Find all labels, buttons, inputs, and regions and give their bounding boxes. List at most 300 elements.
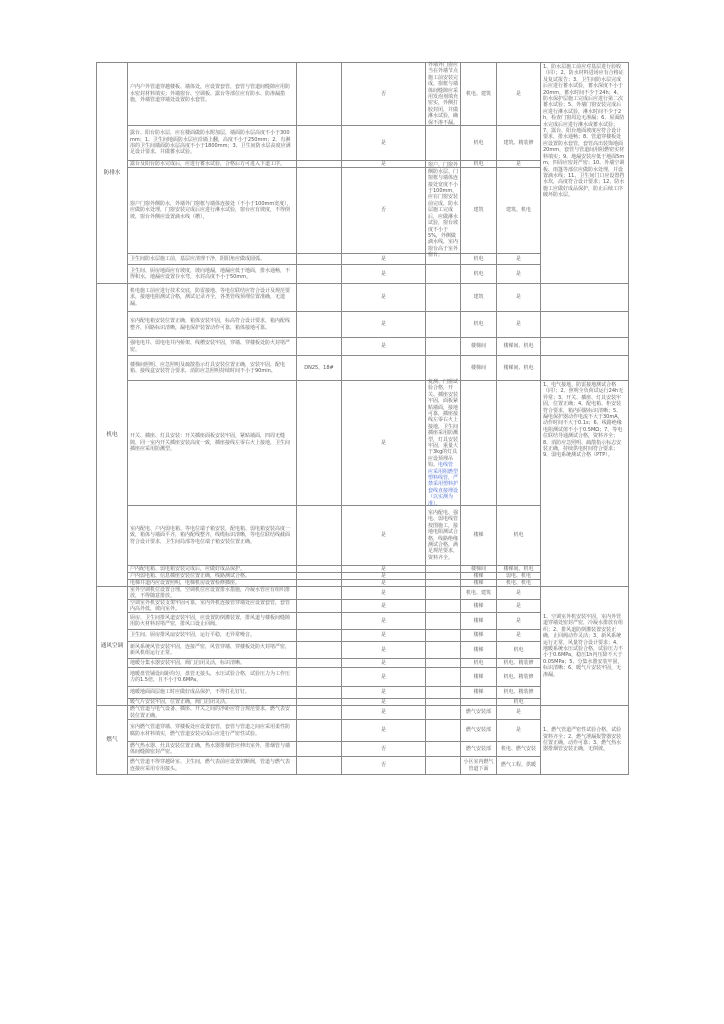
responsible-text: 机电: [513, 532, 524, 539]
required-flag-cell-content: [344, 603, 423, 609]
requirement-text: 空调室外机安装支架牢固可靠，室内外机连接管穿墙处应设置套管，套管内高外低，坡向室外。: [130, 599, 291, 612]
inspection-note-cell-content: [428, 712, 458, 714]
responsible-cell: [497, 284, 541, 312]
required-flag: 是: [380, 321, 386, 328]
required-flag-cell: [342, 265, 426, 284]
responsible-cell-content: [499, 207, 538, 213]
inspection-note-cell: [426, 687, 461, 699]
requirement-cell: [128, 356, 297, 381]
required-flag-cell: [342, 757, 426, 775]
inspection-note-cell-content: [428, 676, 458, 678]
inspection-note-cell-content: [428, 748, 458, 750]
requirement-text: 卫生间、厨房地面应有坡度，坡向地漏，地漏应低于地面，排水通畅，不得积水，地漏应设置存水弯，水封高度不小于50mm。: [130, 267, 291, 280]
responsible-cell-content: [499, 727, 538, 733]
inspection-note-cell-content: [428, 273, 458, 275]
inspection-note-cell-content: [428, 258, 458, 260]
inspection-note-cell: [426, 600, 461, 613]
inspection-note-cell: [426, 63, 461, 126]
location-cell: [461, 254, 497, 265]
location-cell: [461, 630, 497, 642]
required-flag-cell: [342, 630, 426, 642]
responsible-cell-content: [499, 271, 538, 277]
location-cell: [461, 600, 497, 613]
required-flag: 是: [380, 602, 386, 609]
spec-cell: [297, 642, 342, 659]
responsible-cell-content: [499, 590, 538, 596]
inspection-note-cell: [426, 742, 461, 757]
requirement-cell-content: [130, 671, 294, 684]
inspection-note-cell: [426, 573, 461, 580]
requirement-cell: [128, 126, 297, 161]
requirement-cell-content: [130, 256, 294, 262]
requirement-cell: [128, 338, 297, 356]
inspection-note-cell: [426, 378, 461, 507]
location-text: 楼梯: [473, 673, 484, 680]
category-cell: [97, 706, 128, 775]
location-cell-content: [463, 727, 494, 733]
category-label: 防排水: [103, 169, 121, 176]
inspection-note-cell: [426, 757, 461, 775]
responsible-cell: [497, 699, 541, 706]
required-flag: 是: [380, 689, 386, 696]
responsible-cell: [497, 356, 541, 381]
location-cell-content: [463, 271, 494, 277]
requirement-cell-content: [130, 759, 294, 772]
inspection-note-cell-content: [428, 509, 458, 562]
responsible-text: 燃气工程、供暖: [500, 762, 536, 769]
inspection-note-cell: [426, 126, 461, 161]
requirement-text: 厨房、卫生间排风道安装牢固，应设置防倒灌装置，排风道与楼板间缝隙用防火材料封堵严密，排风口设止回阀。: [130, 614, 291, 627]
required-flag-cell-content: [344, 207, 423, 213]
responsible-cell: [497, 338, 541, 356]
spec-cell: [297, 381, 342, 506]
required-flag: 否: [380, 745, 386, 752]
requirement-text: 户内弱电箱、信息插座安装位置正确，线路测试合格。: [130, 572, 251, 579]
required-flag-cell: [342, 600, 426, 613]
required-flag-cell-content: [344, 271, 423, 277]
location-text: 楼梯: [473, 572, 484, 579]
required-flag-cell: [342, 580, 426, 587]
responsible-cell: [497, 757, 541, 775]
requirement-cell-content: [130, 706, 294, 719]
requirement-cell-content: [130, 743, 294, 756]
required-flag: 否: [380, 762, 386, 769]
spec-cell: [297, 687, 342, 699]
required-flag: 是: [380, 589, 386, 596]
location-cell: [461, 720, 497, 742]
location-cell-content: [463, 91, 494, 97]
inspection-note-cell: [426, 284, 461, 312]
location-text: 楼梯间: [470, 565, 486, 572]
responsible-cell: [497, 506, 541, 566]
inspection-note-cell-content: [428, 730, 458, 732]
location-cell: [461, 580, 497, 587]
requirement-cell-content: [130, 580, 294, 586]
responsible-cell: [497, 265, 541, 284]
requirement-text: 室外空调机位设置合理，空调机位应设置排水措施，冷凝水管应有组织排放，不得随意排放。: [130, 586, 291, 599]
inspection-note-cell-content: [428, 582, 458, 584]
requirement-text: 户内户外管道穿越楼板、墙体处，应设置套管，套管与管道间缝隙应用防水密封材料填实；外墙窗台、空调板、露台等部位应有防水、防渗漏措施，外墙管道穿墙处设置防水套管。: [130, 84, 291, 104]
requirement-text: 室内配电、户内弱电箱、等电位端子箱安装，配电箱、弱电箱安装高度一致，箱体与墙面平齐，箱内配线整齐，线缆标识清晰，等电位联结线截面符合设计要求，卫生间局部等电位端子箱安装位置正确。: [130, 525, 291, 545]
spec-cell: [297, 706, 342, 720]
inspection-note-cell-content: [428, 635, 458, 637]
location-text: 楼梯: [473, 579, 484, 586]
requirement-text: 户内配电箱、弱电箱安装完成后，应做好成品保护。: [130, 565, 246, 572]
responsible-text: 是: [515, 270, 521, 277]
location-text: 楼梯: [473, 617, 484, 624]
required-flag-cell: [342, 312, 426, 338]
required-flag: 是: [380, 617, 386, 624]
inspection-note-cell-content: [428, 765, 458, 767]
inspection-note-cell-content: [428, 324, 458, 326]
remarks-cell-empty-content: [543, 346, 626, 348]
responsible-cell: [497, 687, 541, 699]
responsible-cell: [497, 613, 541, 630]
location-cell: [461, 659, 497, 668]
responsible-text: 机电、精装修: [503, 659, 534, 666]
inspection-note-cell-content: [428, 142, 458, 144]
location-cell-content: [463, 674, 494, 680]
inspection-note-cell-content: [428, 701, 458, 703]
responsible-cell: [497, 168, 541, 254]
location-cell: [461, 356, 497, 381]
location-cell: [461, 613, 497, 630]
spec-text: DN25、18#: [304, 364, 334, 371]
responsible-cell-content: [499, 343, 538, 349]
required-flag-cell-content: [344, 632, 423, 638]
responsible-cell-content: [499, 603, 538, 609]
remarks-cell-empty-content: [543, 297, 626, 299]
remarks-text: 1、电气接地、防雷接地测试合格（同）；2、照明全负荷试运行24h无异常；3、开关、插座、灯具安装牢固，位置正确；4、配电箱、柜安装符合要求，箱内回路标识清晰；5、漏电保护器动作电流不大于30mA，动作时间不大于0.1s；6、线路绝缘电阻测试值不小于0.5MΩ；7、等电位联结导通测试合格，资料齐全；8、消防应急照明、疏散指示标志安装正确，持续供电时间符合要求；9、弱电系统测试合格（PTP）。: [543, 382, 624, 459]
required-flag: 是: [380, 565, 386, 572]
responsible-cell-content: [499, 746, 538, 752]
responsible-cell: [497, 630, 541, 642]
location-cell: [461, 161, 497, 168]
spec-cell: [297, 338, 342, 356]
inspection-table: [96, 62, 629, 775]
responsible-cell: [497, 742, 541, 757]
required-flag: 否: [380, 90, 386, 97]
requirement-cell-content: [130, 130, 294, 156]
location-cell: [461, 587, 497, 600]
required-flag-cell: [342, 161, 426, 168]
inspection-note-cell: [426, 566, 461, 573]
inspection-note-cell: [426, 706, 461, 720]
responsible-cell-content: [499, 321, 538, 327]
location-cell-content: [463, 603, 494, 609]
location-cell: [461, 381, 497, 506]
inspection-note-cell: [426, 642, 461, 659]
responsible-cell-content: [499, 91, 538, 97]
responsible-cell-content: [499, 709, 538, 715]
requirement-cell-content: [130, 268, 294, 281]
location-text: 燃气安装部: [465, 727, 491, 734]
responsible-cell: [497, 668, 541, 687]
remarks-cell: [541, 587, 629, 706]
requirement-text: 地暖盘管铺设间距均匀，盘管无接头，水压试验合格，试验压力为工作压力的1.5倍，且不小于0.6MPa。: [130, 670, 291, 683]
requirement-cell-content: [130, 84, 294, 103]
responsible-text: 建筑、机电: [505, 207, 531, 214]
location-cell-content: [463, 580, 494, 586]
spec-cell: [297, 126, 342, 161]
required-flag-cell-content: [344, 590, 423, 596]
responsible-cell: [497, 587, 541, 600]
responsible-cell-content: [499, 647, 538, 653]
required-flag-cell-content: [344, 140, 423, 146]
required-flag-cell: [342, 63, 426, 126]
requirement-cell-content: [130, 288, 294, 307]
inspection-note-cell-content: [428, 161, 458, 259]
spec-cell: [297, 587, 342, 600]
requirement-cell-content: [130, 362, 294, 375]
responsible-text: 是: [515, 160, 521, 167]
responsible-cell-content: [499, 660, 538, 666]
remarks-cell-empty-content: [543, 367, 626, 369]
requirement-cell: [128, 668, 297, 687]
spec-cell: [297, 265, 342, 284]
required-flag-cell-content: [344, 321, 423, 327]
responsible-text: 是: [515, 632, 521, 639]
required-flag-cell-content: [344, 294, 423, 300]
responsible-cell: [497, 642, 541, 659]
location-cell-content: [463, 573, 494, 579]
requirement-text: 地暖地面面层施工时应做好成品保护，不得打孔钉钉。: [130, 689, 251, 696]
required-flag-cell-content: [344, 762, 423, 768]
responsible-cell: [497, 254, 541, 265]
location-text: 机电: [473, 659, 484, 666]
required-flag-cell: [342, 338, 426, 356]
remarks-cell-empty: [541, 338, 629, 356]
responsible-text: 是: [515, 617, 521, 624]
responsible-cell: [497, 659, 541, 668]
required-flag-cell-content: [344, 674, 423, 680]
requirement-text: 强电电井、弱电电井内桥架、线槽安装牢固，穿墙、穿楼板处防火封堵严密。: [130, 340, 291, 353]
required-flag: 是: [380, 727, 386, 734]
category-cell: [97, 284, 128, 587]
inspection-note-cell: [426, 162, 461, 259]
spec-cell: [297, 573, 342, 580]
spec-cell: [297, 659, 342, 668]
inspection-note-cell-content: [428, 61, 458, 127]
inspection-note-cell: [426, 265, 461, 284]
remarks-cell-content: [543, 613, 626, 679]
responsible-text: 是: [515, 294, 521, 301]
responsible-text: 机电: [513, 646, 524, 653]
category-cell-content: [99, 643, 125, 649]
spec-cell-content: [299, 365, 339, 371]
location-text: 楼梯: [473, 646, 484, 653]
location-cell: [461, 642, 497, 659]
required-flag-cell-content: [344, 746, 423, 752]
requirement-cell-content: [130, 340, 294, 353]
requirement-cell: [128, 642, 297, 659]
required-flag-cell: [342, 720, 426, 742]
inspection-note-text: 外墙外门窗应当在外墙节点施工前安装完成，窗框与墙体间缝隙应采用发泡剂填充密实，外侧打胶封闭，并做淋水试验，确保不渗不漏。: [428, 61, 459, 126]
location-cell-content: [463, 632, 494, 638]
inspection-note-cell: [426, 580, 461, 587]
location-text: 建筑: [473, 294, 484, 301]
location-cell-content: [463, 746, 494, 752]
responsible-text: 弱电、机电: [505, 572, 531, 579]
responsible-text: 是: [515, 727, 521, 734]
location-text: 楼梯间: [470, 343, 486, 350]
responsible-cell-content: [499, 689, 538, 695]
location-text: 燃气安装部: [465, 709, 491, 716]
requirement-cell: [128, 659, 297, 668]
spec-cell: [297, 566, 342, 573]
inspection-note-cell-content: [428, 297, 458, 299]
required-flag: 是: [380, 270, 386, 277]
location-text: 楼梯: [473, 632, 484, 639]
responsible-cell-content: [499, 632, 538, 638]
location-cell: [461, 742, 497, 757]
responsible-cell-content: [499, 294, 538, 300]
requirement-cell: [128, 706, 297, 720]
required-flag: 是: [380, 698, 386, 705]
category-cell: [97, 587, 128, 706]
responsible-cell: [497, 312, 541, 338]
location-text: 机电: [473, 160, 484, 167]
location-cell-content: [463, 660, 494, 666]
inspection-note-cell: [426, 587, 461, 600]
category-label: 机电: [106, 431, 118, 438]
requirement-text: 窗户门窗外侧防水，外墙外门窗框与墙体连接处（不小于100mm宽度），应做防水处理，门窗安装完成后应进行淋水试验，窗台应有坡度，不得倒坡，窗台外侧应设置滴水线（槽）。: [130, 200, 292, 220]
responsible-cell-content: [499, 256, 538, 262]
required-flag-cell-content: [344, 256, 423, 262]
responsible-cell: [497, 600, 541, 613]
inspection-note-cell-content: [428, 346, 458, 348]
required-flag-cell: [342, 284, 426, 312]
spec-cell: [297, 720, 342, 742]
required-flag-cell-content: [344, 580, 423, 586]
required-flag-cell: [342, 126, 426, 161]
responsible-text: 机电、机电: [505, 579, 531, 586]
requirement-text: 新风系统风管安装牢固，连接严密，风管穿墙、穿楼板处防火封堵严密，新风机组运行正常。: [130, 643, 291, 656]
required-flag-cell: [342, 587, 426, 600]
required-flag: 是: [380, 532, 386, 539]
requirement-cell: [128, 254, 297, 265]
requirement-text: 燃气管道不得穿越卧室、卫生间，燃气表前应设置切断阀，管道与燃气表连接应采用专用接头。: [130, 759, 291, 772]
location-cell: [461, 126, 497, 161]
location-text: 机电: [473, 139, 484, 146]
responsible-cell: [497, 161, 541, 168]
requirement-cell: [128, 506, 297, 566]
spec-cell: [297, 161, 342, 168]
location-cell: [461, 63, 497, 126]
required-flag-cell: [342, 254, 426, 265]
inspection-note-cell-content: [428, 592, 458, 594]
location-text: 建筑: [473, 207, 484, 214]
requirement-text: 卫生间防水层施工前，基层应清理干净，阴阳角应做成圆弧。: [130, 255, 266, 262]
spec-cell: [297, 742, 342, 757]
inspection-note-cell: [426, 699, 461, 706]
requirement-cell: [128, 168, 297, 254]
location-cell: [461, 338, 497, 356]
responsible-cell-content: [499, 140, 538, 146]
category-cell-content: [99, 170, 125, 176]
inspection-note-cell-content: [428, 620, 458, 622]
required-flag: 是: [380, 139, 386, 146]
requirement-cell-content: [130, 724, 294, 737]
location-cell-content: [463, 532, 494, 538]
location-cell: [461, 757, 497, 775]
responsible-text: 是: [515, 589, 521, 596]
responsible-cell-content: [499, 566, 538, 572]
inspection-note-cell: [426, 506, 461, 566]
required-flag-cell: [342, 381, 426, 506]
requirement-cell: [128, 613, 297, 630]
required-flag-cell: [342, 506, 426, 566]
responsible-text: 是: [515, 321, 521, 328]
requirement-cell-content: [130, 161, 294, 167]
required-flag: 是: [380, 160, 386, 167]
required-flag-cell-content: [344, 660, 423, 666]
responsible-cell: [497, 580, 541, 587]
responsible-cell-content: [499, 573, 538, 579]
inspection-note-cell-content: [428, 367, 458, 369]
requirement-cell-content: [130, 433, 294, 452]
location-cell-content: [463, 689, 494, 695]
spec-cell: [297, 254, 342, 265]
requirement-text: 开关、插座、灯具安装：开关插座面板安装牢固，紧贴墙面，四周无缝隙，同一室内开关插座安装高度一致，插座接线左零右火上接地，卫生间插座应采用防溅型。: [130, 433, 291, 453]
required-flag-cell: [342, 659, 426, 668]
responsible-cell: [497, 63, 541, 126]
location-cell-content: [463, 759, 494, 772]
location-cell: [461, 706, 497, 720]
location-cell-content: [463, 140, 494, 146]
location-cell-content: [463, 566, 494, 572]
location-text: 小区室内燃气管道下面: [463, 759, 494, 772]
inspection-note-cell: [426, 613, 461, 630]
location-text: 楼梯: [473, 532, 484, 539]
requirement-text: 燃气热水器、灶具安装位置正确，热水器排烟管应伸出室外，排烟管与墙体间缝隙密封严密。: [130, 742, 291, 755]
requirement-cell: [128, 742, 297, 757]
requirement-text: 燃气管道与电气设备、插座、开关之间的净距应符合规范要求，燃气表安装位置正确。: [130, 706, 291, 719]
location-cell-content: [463, 343, 494, 349]
inspection-note-text: 复测、门窗试验合格，开关、插座安装牢固，面板紧贴墙面，接地可靠，插座接线左零右火上接地，卫生间插座采用防溅型，灯具安装牢固，重量大于3kg的灯具应设预埋吊钩。: [428, 378, 459, 469]
requirement-text: 机电施工前应进行技术交底，防雷接地、等电位联结应符合设计及规范要求，接地电阻测试合格，测试记录齐全，各类管线预埋位置准确，无遗漏。: [130, 287, 291, 307]
responsible-text: 是: [515, 602, 521, 609]
location-text: 楼梯: [473, 602, 484, 609]
location-cell: [461, 168, 497, 254]
required-flag-cell-content: [344, 647, 423, 653]
inspection-note-cell-content: [428, 649, 458, 651]
inspection-note-cell-content: [428, 378, 458, 508]
requirement-text: 暖气片安装牢固，位置正确，阀门启闭灵活。: [130, 698, 231, 705]
inspection-note-cell: [426, 338, 461, 356]
spec-cell: [297, 699, 342, 706]
responsible-cell-content: [499, 762, 538, 768]
location-cell: [461, 699, 497, 706]
responsible-text: 机电、精装修: [503, 689, 534, 696]
responsible-text: 楼梯间、机电: [503, 565, 534, 572]
responsible-text: 建筑、精装修: [503, 139, 534, 146]
inspection-note-cell: [426, 630, 461, 642]
responsible-cell: [497, 720, 541, 742]
inspection-note-highlight: 电线管应采用阻燃型塑料线管，严禁采用塑料护套线直接埋设（以实测为准）。: [428, 462, 459, 507]
remarks-cell: [541, 706, 629, 775]
remarks-text: 1、防水层施工前应对基层进行验收（同）；2、防水材料进场应有合格证及复试报告；3、卫生间防水层完成后应进行蓄水试验，蓄水深度不小于20mm，蓄水时间不少于24h；4、防水保护层施工完成后应进行第二次蓄水试验；5、外墙门窗安装完成后应进行淋水试验，淋水时间不少于2h，检查门窗周边无渗漏；6、屋面防水完成后应进行淋水或蓄水试验；7、露台、阳台地面坡度应符合设计要求，排水通畅；8、管道穿楼板处应设置防水套管，套管高出装饰地面20mm，套管与管道间用阻燃密实材料填实；9、地漏安装应低于地面5mm，四周应密封严密；10、外墙空调板、雨篷等部位应做防水处理，并设置滴水线；11、卫生间门口应设置挡水坎，高度符合设计要求；12、防水施工应做好成品保护，防止后续工序破坏防水层。: [543, 64, 625, 199]
inspection-note-cell-content: [428, 575, 458, 577]
requirement-text: 室内燃气管道穿墙、穿楼板处应设置套管，套管与管道之间应采用柔性防腐防水材料填实，燃气管道安装完成后应进行严密性试验。: [130, 724, 291, 737]
location-cell: [461, 312, 497, 338]
responsible-text: 是: [515, 709, 521, 716]
category-cell: [97, 63, 128, 284]
responsible-cell-content: [499, 161, 538, 167]
remarks-cell-content: [543, 381, 626, 460]
location-text: 机电、建筑: [465, 589, 491, 596]
responsible-cell: [497, 126, 541, 161]
